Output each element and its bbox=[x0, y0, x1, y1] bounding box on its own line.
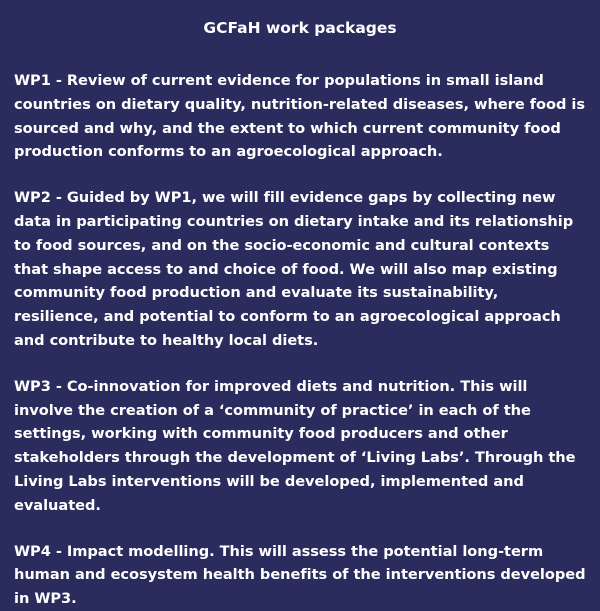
work-package-3: WP3 - Co-innovation for improved diets and nutrition. This will involve the creation of a ‘community of practice’ in each of the settings, working with community food producers and other stakeholders through the development of ‘Living Labs’. Through the Living Labs interventions will be developed, implemented and evaluated. bbox=[14, 377, 576, 514]
work-package-1: WP1 - Review of current evidence for populations in small island countries on dietary quality, nutrition-related diseases, where food is sourced and why, and the extent to which current community food production conforms to an agroecological approach. bbox=[14, 72, 585, 161]
page-title: GCFaH work packages bbox=[203, 19, 397, 37]
work-package-4: WP4 - Impact modelling. This will assess the potential long-term human and ecosystem health benefits of the interventions developed in WP3. bbox=[14, 542, 586, 608]
work-package-2: WP2 - Guided by WP1, we will fill evidence gaps by collecting new data in participating countries on dietary intake and its relationship to food sources, and on the socio-economic and cultural contexts that shape access to and choice of food. We will also map existing community food production and evaluate its sustainability, resilience, and potential to conform to an agroecological approach and contribute to healthy local diets. bbox=[14, 189, 574, 349]
